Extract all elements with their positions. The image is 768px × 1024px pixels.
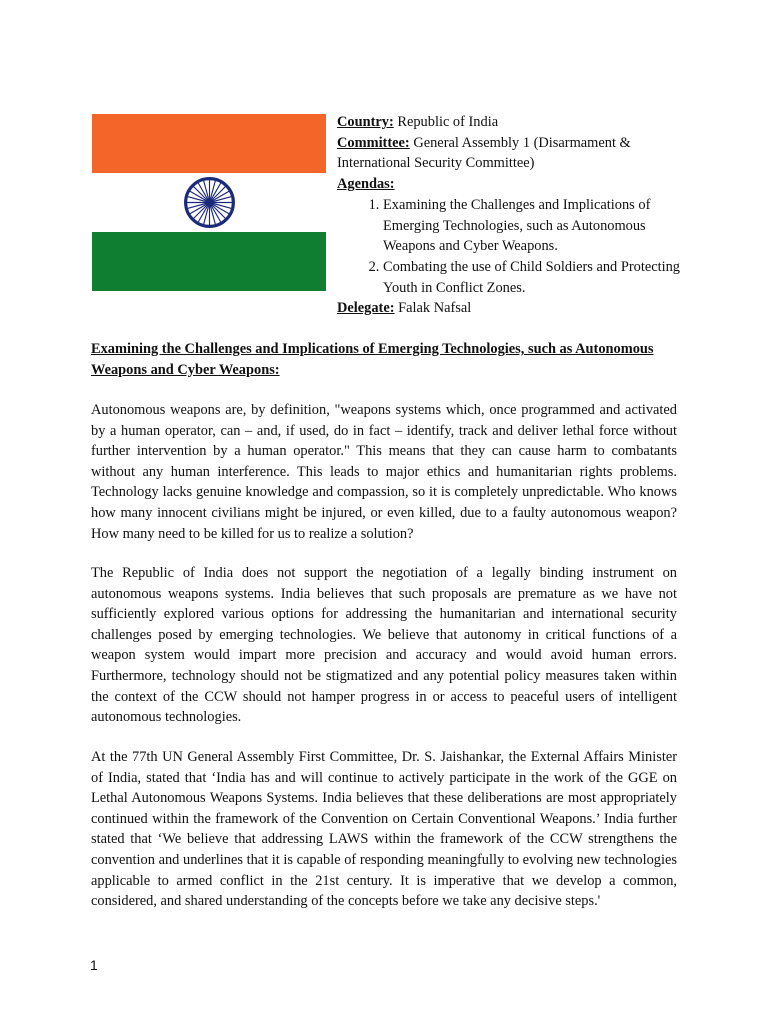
country-value: Republic of India — [397, 114, 499, 130]
country-row — [337, 112, 682, 133]
section-heading: Examining the Challenges and Implications of Emerging Technologies, such as Autonomous Weapons and Cyber Weapons: — [91, 341, 654, 378]
delegate-info-block — [337, 112, 682, 319]
ashoka-chakra-icon — [183, 176, 236, 229]
committee-row — [337, 133, 682, 174]
india-flag-image — [92, 114, 326, 291]
country-label: Country: — [337, 114, 394, 130]
page-number: 1 — [90, 957, 98, 973]
committee-value: General Assembly 1 (Disarmament & International Security Committee) — [337, 134, 631, 172]
delegate-value: Falak Nafsal — [398, 300, 472, 317]
flag-green-band — [92, 232, 326, 291]
agendas-row — [337, 174, 682, 195]
agenda-item: 1. Examining the Challenges and Implications of Emerging Technologies, such as Autonomous Weapons and Cyber Weapons. — [383, 195, 682, 257]
body-paragraph: At the 77th UN General Assembly First Committee, Dr. S. Jaishankar, the External Affairs Minister of India, stated that ‘India has and will continue to actively participate in the work of the GGE on Lethal Autonomous Weapons Systems. India believes that these deliberations are most appropriately continued within the framework of the Convention on Certain Conventional Weapons.’ India further stated that ‘We believe that addressing LAWS within the framework of the CCW strengthens the convention and underlines that it is capable of responding meaningfully to evolving new technologies applicable to armed conflict in the 21st century. It is imperative that we develop a common, considered, and shared understanding of the concepts before we take any decisive steps.' — [91, 749, 677, 910]
flag-saffron-band — [92, 114, 326, 173]
agendas-label: Agendas: — [337, 176, 395, 193]
body-paragraph: Autonomous weapons are, by definition, "weapons systems which, once programmed and activated by a human operator, can – and, if used, do in fact – identify, track and deliver lethal force without further intervention by a human operator." This means that they can cause harm to combatants without any human interference. This leads to major ethics and humanitarian rights problems. Technology lacks genuine knowledge and compassion, so it is completely unpredictable. Who knows how many innocent civilians might be injured, or even killed, due to a faulty autonomous weapon? How many need to be killed for us to realize a solution? — [91, 402, 677, 542]
delegate-label: Delegate: — [337, 300, 395, 317]
body-paragraph: The Republic of India does not support the negotiation of a legally binding instrument on autonomous weapons systems. India believes that such proposals are premature as we have not sufficiently explored various options for addressing the humanitarian and international security challenges posed by emerging technologies. We believe that autonomy in critical functions of a weapon system would impart more precision and accuracy and would avoid human errors. Furthermore, technology should not be stigmatized and any potential policy measures taken within the context of the CCW should not hamper progress in or access to peaceful users of intelligent autonomous technologies. — [91, 565, 677, 726]
agenda-item: 2. Combating the use of Child Soldiers and Protecting Youth in Conflict Zones. — [383, 257, 682, 298]
committee-label: Committee: — [337, 134, 410, 151]
agenda-list — [337, 195, 682, 299]
delegate-row — [337, 298, 682, 319]
